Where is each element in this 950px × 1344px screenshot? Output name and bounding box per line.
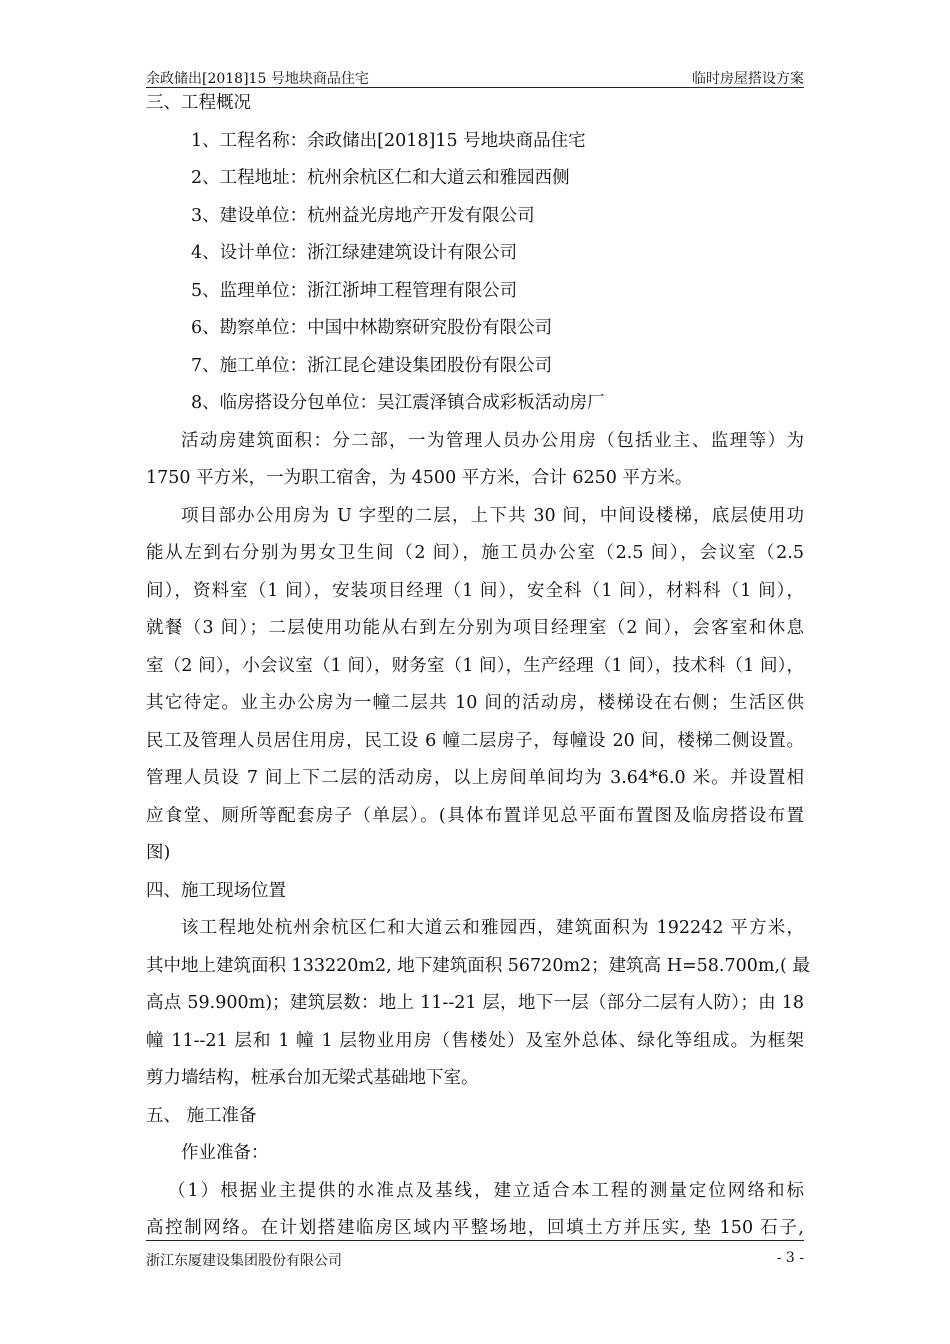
paragraph-line: 其中地上建筑面积 133220m2, 地下建筑面积 56720m2；建筑高 H=58.700m,( 最 <box>146 955 810 976</box>
paragraph-line: 高控制网络。在计划搭建临房区域内平整场地，回填土方并压实, 垫 150 石子, <box>146 1218 804 1238</box>
paragraph-line: 其它待定。业主办公房为一幢二层共 10 间的活动房，楼梯设在右侧；生活区供 <box>146 693 804 713</box>
section-title-4: 四、施工现场位置 <box>146 880 286 901</box>
paragraph-line: 民工及管理人员居住用房，民工设 6 幢二层房子，每幢设 20 间，楼梯二侧设置。 <box>146 730 804 751</box>
paragraph-line: 应食堂、厕所等配套房子（单层）。(具体布置详见总平面布置图及临房搭设布置 <box>146 805 804 826</box>
paragraph-line: 该工程地处杭州余杭区仁和大道云和雅园西，建筑面积为 192242 平方米， <box>181 918 804 938</box>
project-item: 2、工程地址：杭州余杭区仁和大道云和雅园西侧 <box>191 168 570 188</box>
paragraph-line: （1）根据业主提供的水准点及基线，建立适合本工程的测量定位网络和标 <box>168 1180 804 1201</box>
paragraph-line: 活动房建筑面积：分二部，一为管理人员办公用房（包括业主、监理等）为 <box>181 430 804 451</box>
paragraph-line: 室（2 间），小会议室（1 间），财务室（1 间），生产经理（1 间），技术科（1 间）， <box>146 655 804 676</box>
page-number: - 3 - <box>776 1250 804 1266</box>
paragraph-line: 高点 59.900m)；建筑层数：地上 11--21 层，地下一层（部分二层有人防）；由 18 <box>146 993 804 1013</box>
paragraph-line: 就餐（3 间）；二层使用功能从右到左分别为项目经理室（2 间），会客室和休息 <box>146 618 804 638</box>
paragraph-line: 图) <box>146 843 171 863</box>
header-right: 临时房屋搭设方案 <box>692 71 804 87</box>
paragraph-line: 剪力墙结构，桩承台加无梁式基础地下室。 <box>146 1068 479 1088</box>
page-body <box>146 85 810 1248</box>
project-item: 1、工程名称：余政储出[2018]15 号地块商品住宅 <box>191 130 586 151</box>
footer-rule <box>146 1240 804 1241</box>
section-title-3: 三、工程概况 <box>146 93 251 113</box>
project-item: 4、设计单位：浙江绿建建筑设计有限公司 <box>191 243 518 263</box>
paragraph-line: 间），资料室（1 间），安装项目经理（1 间），安全科（1 间），材料科（1 间）， <box>146 580 804 601</box>
footer-company: 浙江东厦建设集团股份有限公司 <box>146 1253 342 1269</box>
section-title-5: 五、 施工准备 <box>146 1105 257 1126</box>
project-item: 3、建设单位：杭州益光房地产开发有限公司 <box>191 205 535 226</box>
project-item: 8、临房搭设分包单位：吴江震泽镇合成彩板活动房厂 <box>191 393 605 413</box>
paragraph-line: 项目部办公用房为 U 字型的二层，上下共 30 间，中间设楼梯，底层使用功 <box>181 505 804 526</box>
subsection-title: 作业准备： <box>181 1143 269 1163</box>
paragraph-line: 幢 11--21 层和 1 幢 1 层物业用房（售楼处）及室外总体、绿化等组成。为框架 <box>146 1030 804 1051</box>
paragraph-line: 管理人员设 7 间上下二层的活动房，以上房间单间均为 3.64*6.0 米。并设置相 <box>146 768 804 788</box>
header-left: 余政储出[2018]15 号地块商品住宅 <box>146 71 369 87</box>
paragraph-line: 能从左到右分别为男女卫生间（2 间），施工员办公室（2.5 间），会议室（2.5 <box>146 543 804 563</box>
project-item: 5、监理单位：浙江浙坤工程管理有限公司 <box>191 280 518 301</box>
paragraph-line: 1750 平方米，一为职工宿舍，为 4500 平方米，合计 6250 平方米。 <box>146 468 693 488</box>
project-item: 7、施工单位：浙江昆仑建设集团股份有限公司 <box>191 355 553 376</box>
project-item: 6、勘察单位：中国中林勘察研究股份有限公司 <box>191 318 553 338</box>
